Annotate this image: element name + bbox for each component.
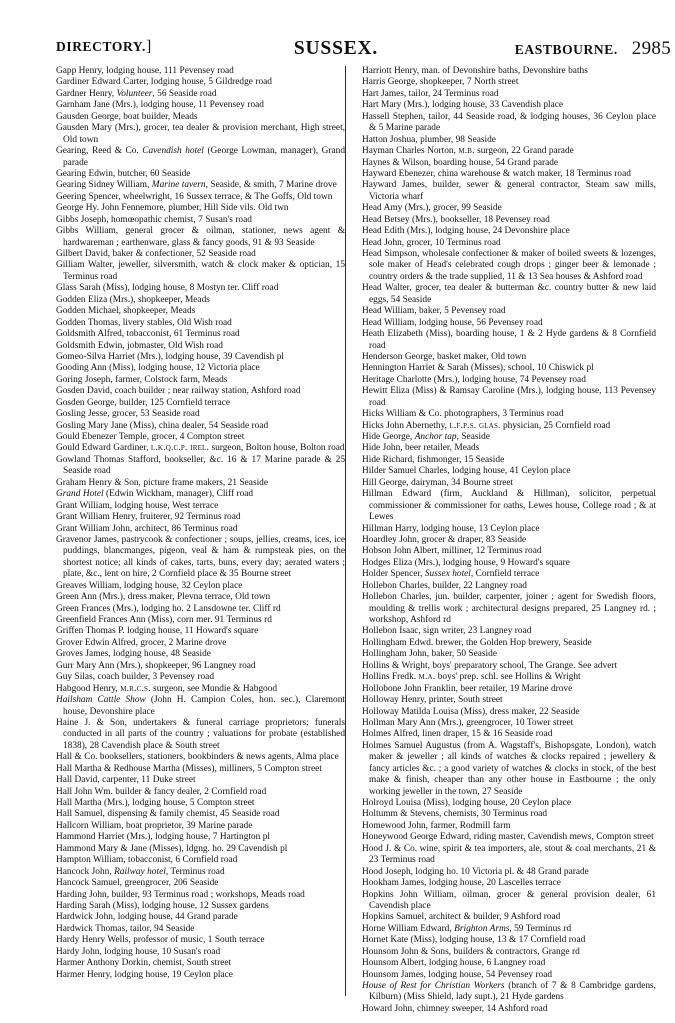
directory-entry: Hicks William & Co. photographers, 3 Terminus road bbox=[362, 409, 564, 420]
directory-entry: Hardwick Thomas, tailor, 94 Seaside bbox=[56, 923, 195, 934]
directory-entry: Hardwick John, lodging house, 44 Grand parade bbox=[56, 912, 238, 923]
directory-entry: Head Edith (Mrs.), lodging house, 24 Devonshire place bbox=[362, 226, 570, 237]
directory-entry: Head Walter, grocer, tea dealer & butterman &c. country butter & new laid eggs, 54 Seaside bbox=[362, 283, 656, 305]
directory-entry: Hookham James, lodging house, 20 Lascelles terrace bbox=[362, 878, 561, 889]
directory-entry: Hall Martha & Redhouse Martha (Misses), milliners, 5 Compton street bbox=[56, 763, 322, 774]
page-number: 2985 bbox=[631, 38, 671, 59]
directory-entry: Godden Eliza (Mrs.), shopkeeper, Meads bbox=[56, 294, 210, 305]
directory-entry: Gausden George, boat builder, Meads bbox=[56, 111, 198, 122]
directory-entry: Gardner Henry, Volunteer, 56 Seaside road bbox=[56, 88, 217, 99]
directory-entry: Hide John, beer retailer, Meads bbox=[362, 443, 480, 454]
directory-entry: Hart James, tailor, 24 Terminus road bbox=[362, 88, 499, 99]
directory-column-right bbox=[345, 66, 656, 1014]
directory-entry: Guy Silas, coach builder, 3 Pevensey road bbox=[56, 672, 214, 683]
directory-entry: Holloway Henry, printer, South street bbox=[362, 695, 503, 706]
directory-entry: Hayward James, builder, sewer & general contractor, Steam saw mills, Victoria wharf bbox=[362, 180, 656, 202]
directory-entry: Gosden David, coach builder ; near railway station, Ashford road bbox=[56, 386, 301, 397]
directory-entry: Gibbs Joseph, homœopathic chemist, 7 Susan's road bbox=[56, 214, 252, 225]
directory-entry: Hide Richard, fishmonger, 15 Seaside bbox=[362, 454, 505, 465]
running-head-town: EASTBOURNE. bbox=[514, 42, 618, 57]
directory-entry: Geering Spencer, wheelwright, 16 Sussex terrace, & The Goffs, Old town bbox=[56, 191, 333, 202]
directory-entry: Hardy Henry Wells, professor of music, 1 South terrace bbox=[56, 935, 265, 946]
directory-entry: George Hy. John Fennemore, plumber, Hill Side vils. Old twn bbox=[56, 203, 289, 214]
directory-entry: Holroyd Louisa (Miss), lodging house, 20 Ceylon place bbox=[362, 798, 572, 808]
directory-entry: Head Simpson, wholesale confectioner & maker of boiled sweets & lozenges, sole maker of Head's celebrated cough drops ; ginger beer & lemonade ; country orders & the trade supplied, 11 & 13 Sea houses & Ashford road bbox=[362, 249, 656, 282]
directory-entry: Gould Edward Gardiner, l.k.q.c.p. irel. surgeon, Bolton house, Bolton road bbox=[56, 443, 345, 454]
directory-entry: Goldsmith Alfred, tobacconist, 61 Terminus road bbox=[56, 329, 240, 340]
directory-entry: Hennington Harriet & Sarah (Misses), school, 10 Chiswick pl bbox=[362, 363, 594, 374]
directory-entry: Hollingham Edwd. brewer, the Golden Hop brewery, Seaside bbox=[362, 637, 592, 648]
directory-entry: Gapp Henry, lodging house, 111 Pevensey road bbox=[56, 66, 234, 76]
directory-entry: Head John, grocer, 10 Terminus road bbox=[362, 237, 501, 248]
directory-entry: Glass Sarah (Miss), lodging house, 8 Mostyn ter. Cliff road bbox=[56, 283, 279, 294]
directory-column-left bbox=[56, 66, 345, 996]
directory-entry: Harriott Henry, man. of Devonshire baths, Devonshire baths bbox=[362, 66, 588, 76]
directory-entry: Griffen Thomas P. lodging house, 11 Howard's square bbox=[56, 626, 259, 637]
directory-entry: Hollebon Charles, jun. builder, carpenter, joiner ; agent for Swedish floors, moulding & trellis work ; architectural designs prepared, 25 Langney rd. ; workshop, Ashford rd bbox=[362, 592, 656, 625]
directory-entry: Holmes Alfred, linen draper, 15 & 16 Seaside road bbox=[362, 729, 553, 740]
directory-entry: Gravenor James, pastrycook & confectioner ; soups, jellies, creams, ices, ice puddings, blancmanges, pigeon, veal & ham & rumpsteak pies, on the shortest notice; all kinds of cakes, tarts, buns, every day; aerated waters ; plate, &c., lent on hire, 2 Cornfield place & 35 Bourne street bbox=[56, 534, 345, 580]
directory-entry: Godden Michael, shopkeeper, Meads bbox=[56, 306, 196, 317]
directory-entry: Hailsham Cattle Show (John H. Campion Coles, hon. sec.), Claremont house, Devonshire place bbox=[56, 695, 345, 717]
directory-entry: Hart Mary (Mrs.), lodging house, 33 Cavendish place bbox=[362, 100, 564, 111]
directory-entry: Hayward Ebenezer, china warehouse & watch maker, 18 Terminus road bbox=[362, 168, 631, 179]
directory-entry: Howard John, chimney sweeper, 14 Ashford road bbox=[362, 1003, 548, 1014]
directory-entry: Holder Spencer, Sussex hotel, Cornfield terrace bbox=[362, 569, 540, 580]
directory-entry: Harmer Henry, lodging house, 19 Ceylon place bbox=[56, 969, 233, 980]
directory-columns bbox=[56, 66, 672, 1014]
directory-entry: Holloway Matilda Louisa (Miss), dress maker, 22 Seaside bbox=[362, 706, 580, 717]
directory-entry: Gosling Mary Jane (Miss), china dealer, 54 Seaside road bbox=[56, 420, 269, 431]
directory-entry: Hardy John, lodging house, 10 Susan's road bbox=[56, 946, 221, 957]
directory-entry: Green Frances (Mrs.), lodging ho. 2 Lansdowne ter. Cliff rd bbox=[56, 603, 281, 614]
directory-entry: Hillman Edward (firm, Auckland & Hillman), solicitor, perpetual commissioner & commissioner for oaths, Lewes house, College road ; & at Lewes bbox=[362, 489, 656, 523]
directory-entry: Harding John, builder, 93 Terminus road ; workshops, Meads road bbox=[56, 889, 305, 900]
directory-entry: Gowland Thomas Stafford, bookseller, &c. 16 & 17 Marine parade & 25 Seaside road bbox=[56, 454, 345, 477]
directory-entry: Hollman Mary Ann (Mrs.), greengrocer, 10 Tower street bbox=[362, 717, 574, 728]
directory-entry: Gilliam Walter, jeweller, silversmith, watch & clock maker & optician, 15 Terminus road bbox=[56, 260, 345, 282]
directory-entry: Hall Martha (Mrs.), lodging house, 5 Compton street bbox=[56, 798, 255, 808]
directory-entry: Hood Joseph, lodging ho. 10 Victoria pl. & 48 Grand parade bbox=[362, 866, 589, 877]
running-head-section-label: DIRECTORY. bbox=[56, 39, 146, 54]
directory-entry: Graham Henry & Son, picture frame makers, 21 Seaside bbox=[56, 477, 269, 488]
directory-entry: Gearing Sidney William, Marine tavern, Seaside, & smith, 7 Marine drove bbox=[56, 180, 337, 191]
directory-entry: Hood J. & Co. wine, spirit & tea importers, ale, stout & coal merchants, 21 & 23 Terminus road bbox=[362, 843, 656, 866]
directory-entry: Habgood Henry, m.r.c.s. surgeon, see Mundie & Habgood bbox=[56, 683, 278, 694]
directory-entry: Hornet Kate (Miss), lodging house, 13 & 17 Cornfield road bbox=[362, 935, 586, 946]
directory-entry: Hill George, dairyman, 34 Bourne street bbox=[362, 477, 514, 488]
directory-entry: Holmes Samuel Augustus (from A. Wagstaff's, Bishopsgate, London), watch maker & jeweller ; all kinds of watches & clocks repaired ; jewellery & fancy articles &c. ; a good variety of watches & clocks in stock, of the best make & finish, cheaper than any other house in Eastbourne ; the only working jeweller in the town, 27 Seaside bbox=[362, 740, 656, 797]
directory-entry: Hollins & Wright, boys' preparatory school, The Grange. See advert bbox=[362, 660, 618, 671]
directory-entry: Hassell Stephen, tailor, 44 Seaside road, & lodging houses, 36 Ceylon place & 5 Marine parade bbox=[362, 111, 656, 134]
directory-entry: Gurr Mary Ann (Mrs.), shopkeeper, 96 Langney road bbox=[56, 660, 256, 671]
running-head-right bbox=[515, 38, 671, 60]
directory-entry: Horne William Edward, Brighton Arms, 59 Terminus rd bbox=[362, 923, 572, 934]
directory-entry: Hall David, carpenter, 11 Duke street bbox=[56, 775, 196, 786]
directory-entry: Harris George, shopkeeper, 7 North street bbox=[362, 77, 519, 88]
directory-entry: Hollebon Isaac, sign writer, 23 Langney road bbox=[362, 626, 532, 637]
directory-entry: Haine J. & Son, undertakers & funeral carriage proprietors; funerals conducted in all parts of the country ; valuations for probate (established 1838), 28 Cavendish place & South street bbox=[56, 717, 345, 751]
directory-entry: Grant William Henry, fruiterer, 92 Terminus road bbox=[56, 512, 241, 523]
directory-entry: Hounsom John & Sons, builders & contractors, Grange rd bbox=[362, 946, 580, 957]
directory-entry: House of Rest for Christian Workers (branch of 7 & 8 Cambridge gardens, Kilburn) (Miss Shield, lady supt.), 21 Hyde gardens bbox=[362, 981, 656, 1003]
directory-entry: Hollobone John Franklin, beer retailer, 19 Marine drove bbox=[362, 683, 573, 694]
directory-entry: Hallcorn William, boat proprietor, 39 Marine parade bbox=[56, 820, 253, 831]
directory-entry: Gosling Jesse, grocer, 53 Seaside road bbox=[56, 409, 200, 420]
directory-entry: Hall Samuel, dispensing & family chemist, 45 Seaside road bbox=[56, 809, 280, 820]
directory-entry: Haynes & Wilson, boarding house, 54 Grand parade bbox=[362, 157, 559, 168]
directory-entry: Head Betsey (Mrs.), bookseller, 18 Pevensey road bbox=[362, 214, 550, 225]
directory-entry: Gould Ebenezer Temple, grocer, 4 Compton street bbox=[56, 432, 245, 442]
directory-entry: Head Amy (Mrs.), grocer, 99 Seaside bbox=[362, 203, 502, 214]
directory-entry: Hammond Harriet (Mrs.), lodging house, 7 Hartington pl bbox=[56, 832, 271, 843]
directory-entry: Gosden George, builder, 125 Cornfield terrace bbox=[56, 397, 231, 408]
directory-entry: Head William, lodging house, 56 Pevensey road bbox=[362, 317, 543, 328]
directory-entry: Hancock John, Railway hotel, Terminus road bbox=[56, 866, 225, 877]
directory-entry: Gausden Mary (Mrs.), grocer, tea dealer & provision merchant, High street, Old town bbox=[56, 123, 345, 145]
directory-entry: Gooding Ann (Miss), lodging house, 12 Victoria place bbox=[56, 363, 260, 374]
directory-entry: Hollebon Charles, builder, 22 Langney road bbox=[362, 580, 527, 591]
directory-entry: Hilder Samuel Charles, lodging house, 41 Ceylon place bbox=[362, 466, 571, 477]
directory-entry: Hollingham John, baker, 50 Seaside bbox=[362, 649, 497, 660]
directory-entry: Holtumm & Stevens, chemists, 30 Terminus road bbox=[362, 809, 548, 820]
directory-entry: Gearing Edwin, butcher, 60 Seaside bbox=[56, 168, 191, 179]
directory-entry: Grant William John, architect, 86 Terminus road bbox=[56, 523, 238, 534]
directory-entry: Gearing, Reed & Co. Cavendish hotel (George Lowman, manager), Grand parade bbox=[56, 146, 345, 168]
directory-entry: Hewitt Eliza (Miss) & Ramsay Caroline (Mrs.), lodging house, 113 Pevensey road bbox=[362, 386, 656, 408]
directory-entry: Grant William, lodging house, West terrace bbox=[56, 500, 219, 511]
directory-entry: Gilbert David, baker & confectioner, 52 Seaside road bbox=[56, 249, 256, 259]
directory-entry: Hounsom Albert, lodging house, 6 Langney road bbox=[362, 958, 546, 969]
directory-entry: Hall John Wm. builder & fancy dealer, 2 Cornfield road bbox=[56, 786, 267, 797]
directory-entry: Groves James, lodging house, 48 Seaside bbox=[56, 649, 211, 660]
directory-entry: Heath Elizabeth (Miss), boarding house, 1 & 2 Hyde gardens & 8 Cornfield road bbox=[362, 329, 656, 351]
running-head bbox=[56, 38, 671, 60]
directory-entry: Heritage Charlotte (Mrs.), lodging house, 74 Pevensey road bbox=[362, 374, 586, 385]
directory-entry: Hoardley John, grocer & draper, 83 Seaside bbox=[362, 534, 527, 545]
directory-entry: Hide George, Anchor tap, Seaside bbox=[362, 432, 490, 442]
directory-entry: Hammond Mary & Jane (Misses), ldgng. ho. 29 Cavendish pl bbox=[56, 843, 288, 854]
directory-entry: Godden Thomas, livery stables, Old Wish road bbox=[56, 317, 232, 328]
directory-entry: Hopkins John William, oilman, grocer & general provision dealer, 61 Cavendish place bbox=[362, 889, 656, 911]
directory-entry: Hampton William, tobacconist, 6 Cornfield road bbox=[56, 855, 238, 866]
directory-entry: Grand Hotel (Edwin Wickham, manager), Cliff road bbox=[56, 489, 254, 500]
directory-entry: Honeywood George Edward, riding master, Cavendish mews, Compton street bbox=[362, 832, 654, 843]
directory-entry: Hodges Eliza (Mrs.), lodging house, 9 Howard's square bbox=[362, 557, 570, 568]
directory-entry: Goldsmith Edwin, jobmaster, Old Wish road bbox=[56, 340, 223, 351]
directory-entry: Hicks John Abernethy, l.f.p.s. glas. physician, 25 Cornfield road bbox=[362, 420, 611, 431]
directory-entry: Head William, baker, 5 Pevensey road bbox=[362, 306, 506, 317]
directory-entry: Henderson George, basket maker, Old town bbox=[362, 351, 527, 362]
directory-entry: Green Ann (Mrs.), dress maker, Plevna terrace, Old town bbox=[56, 592, 271, 603]
directory-entry: Homewood John, farmer, Rodmill farm bbox=[362, 820, 511, 831]
directory-entry: Hopkins Samuel, architect & builder, 9 Ashford road bbox=[362, 912, 561, 923]
directory-entry: Greaves William, lodging house, 32 Ceylon place bbox=[56, 580, 243, 591]
directory-entry: Hatton Joshua, plumber, 98 Seaside bbox=[362, 134, 496, 145]
running-head-county-title: SUSSEX. bbox=[293, 38, 379, 59]
directory-entry: Goring Joseph, farmer, Colstock farm, Meads bbox=[56, 374, 228, 385]
directory-entry: Hayman Charles Norton, m.b. surgeon, 22 Grand parade bbox=[362, 146, 574, 157]
directory-entry: Greenfield Frances Ann (Miss), corn mer. 91 Terminus rd bbox=[56, 615, 272, 625]
directory-entry: Hancock Samuel, greengrocer, 206 Seaside bbox=[56, 878, 219, 889]
directory-entry: Harding Sarah (Miss), lodging house, 12 Sussex gardens bbox=[56, 900, 269, 911]
directory-entry: Hounsom James, lodging house, 54 Pevensey road bbox=[362, 969, 553, 980]
directory-entry: Hollins Fredk. m.a. boys' prep. schl. see Hollins & Wright bbox=[362, 672, 581, 683]
directory-entry: Gomeo-Silva Harriet (Mrs.), lodging house, 39 Cavendish pl bbox=[56, 351, 285, 362]
directory-entry: Garnham Jane (Mrs.), lodging house, 11 Pevensey road bbox=[56, 100, 264, 111]
directory-entry: Hillman Harry, lodging house, 13 Ceylon place bbox=[362, 523, 540, 534]
directory-entry: Hall & Co. booksellers, stationers, bookbinders & news agents, Alma place bbox=[56, 752, 339, 763]
directory-entry: Hobson John Albert, milliner, 12 Terminus road bbox=[362, 546, 542, 557]
directory-entry: Gardiner Edward Carter, lodging house, 5 Gildredge road bbox=[56, 77, 272, 88]
directory-entry: Gibbs William, general grocer & oilman, stationer, news agent & hardwareman ; earthenware, glass & fancy goods, 91 & 93 Seaside bbox=[56, 226, 345, 248]
running-head-bracket: ] bbox=[145, 38, 152, 55]
directory-entry: Harmer Anthony Dorkin, chemist, South street bbox=[56, 958, 232, 969]
directory-entry: Grover Edwin Alfred, grocer, 2 Marine drove bbox=[56, 637, 227, 648]
